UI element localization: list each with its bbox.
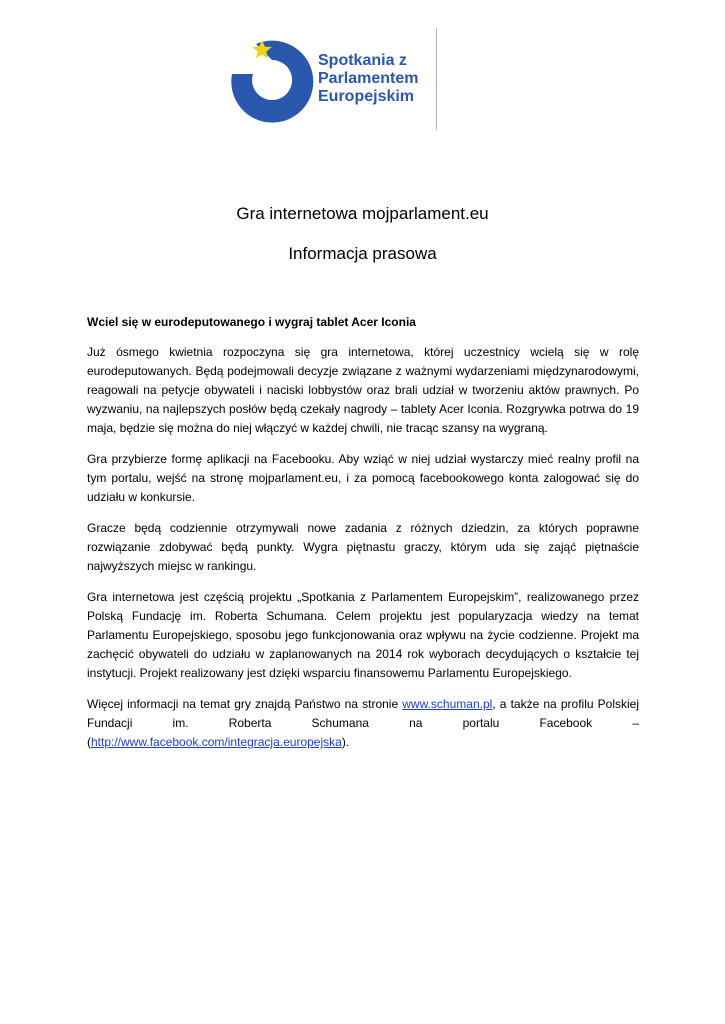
page-title: Gra internetowa mojparlament.eu [236,204,489,223]
schuman-link[interactable]: www.schuman.pl [402,697,493,711]
paragraph-3: Gracze będą codziennie otrzymywali nowe zadania z różnych dziedzin, za których poprawne rozwiązanie zdobywać będą punkty. Wygra piętnastu graczy, którym uda się zająć piętnaście najwyższych miejsc w rankingu. [87,521,639,573]
logo-text [318,52,438,106]
paragraph-5-suffix: ). [341,735,350,749]
paragraph-5 [87,695,639,752]
logo [226,32,446,132]
logo-line-3: Europejskim [318,88,415,105]
header-divider [436,28,437,130]
page-subtitle: Informacja prasowa [288,244,437,263]
paragraph-5-prefix: Więcej informacji na temat gry znajdą Państwo na stronie [87,697,403,711]
paragraph-4: Gra internetowa jest częścią projektu „Spotkania z Parlamentem Europejskim”, realizowanego przez Polską Fundację im. Roberta Schumana. Celem projektu jest popularyzacja wiedzy na temat Parlamentu Europejskiego, sposobu jego funkcjonowania oraz wpływu na życie codzienne. Projekt ma zachęcić obywateli do udziału w zaplanowanych na 2014 rok wyborach decydujących o kształcie tej instytucji. Projekt realizowany jest dzięki wsparciu finansowemu Parlamentu Europejskiego. [87,590,639,680]
facebook-link[interactable]: http://www.facebook.com/integracja.europejska [91,735,342,749]
article-body [87,313,639,764]
logo-ring-shape [231,41,313,123]
article-heading: Wciel się w eurodeputowanego i wygraj tablet Acer Iconia [87,315,416,329]
paragraph-2: Gra przybierze formę aplikacji na Facebooku. Aby wziąć w niej udział wystarczy mieć realny profil na tym portalu, wejść na stronę mojparlament.eu, i za pomocą facebookowego konta zalogować się do udziału w konkursie. [87,452,639,504]
paragraph-5-middle: , a także na profilu Polskiej Fundacji im. Roberta Schumana na portalu Facebook – ( [87,697,640,749]
logo-mark-icon [226,34,318,126]
paragraph-1: Już ósmego kwietnia rozpoczyna się gra internetowa, której uczestnicy wcielą się w rolę eurodeputowanych. Będą podejmowali decyzje związane z ważnymi wydarzeniami międzynarodowymi, reagowali na petycje obywateli i naciski lobbystów oraz brali udział w tworzeniu aktów prawnych. Po wyzwaniu, na najlepszych posłów będą czekały nagrody – tablety Acer Iconia. Rozgrywka potrwa do 19 maja, będzie się można do niej włączyć w każdej chwili, nie tracąc szansy na wygraną. [87,345,639,435]
logo-line-2: Parlamentem [318,70,419,87]
logo-line-1: Spotkania z [318,52,407,69]
